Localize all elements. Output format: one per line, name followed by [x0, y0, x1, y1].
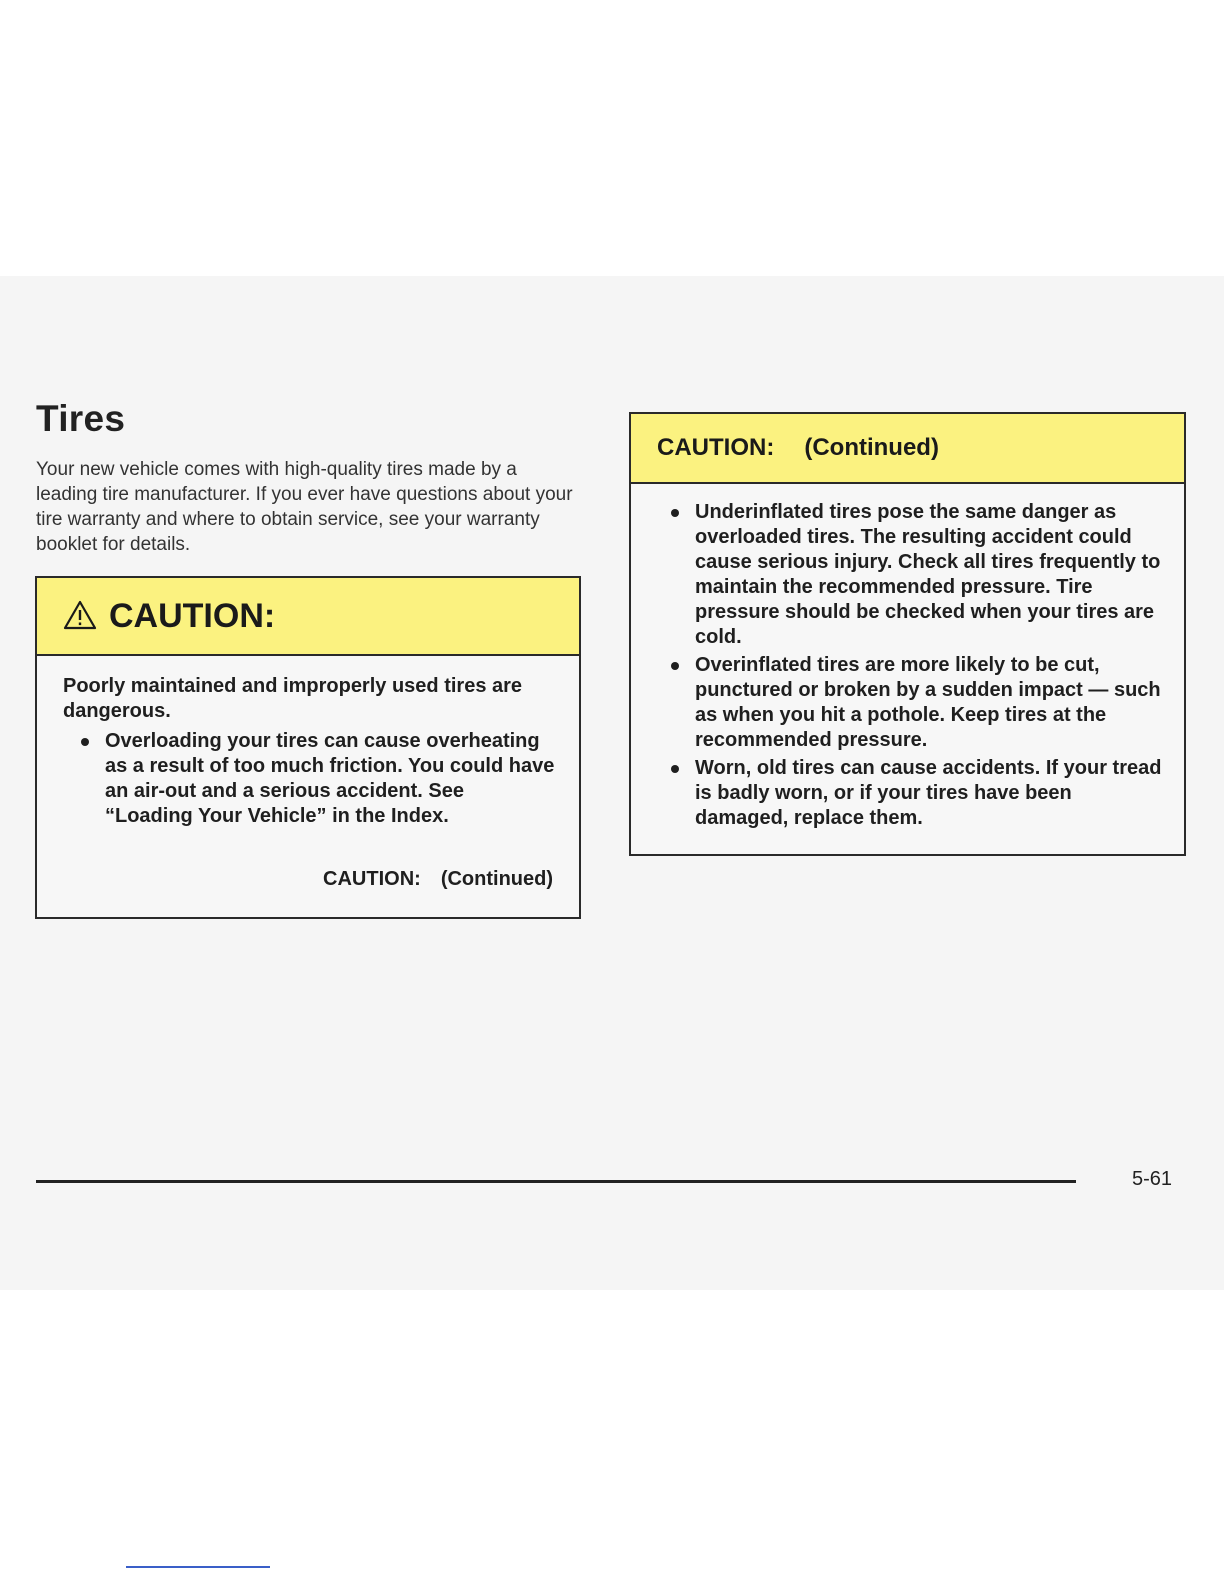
continued-text: (Continued): [440, 868, 553, 890]
caution-bullet-list: [63, 729, 555, 829]
section-title: Tires: [36, 398, 126, 439]
caution-header-continued: [631, 414, 1184, 484]
bullet-icon: [671, 662, 679, 670]
continued-label: CAUTION:: [323, 868, 421, 890]
intro-paragraph: Your new vehicle comes with high-quality tires made by a leading tire manufacturer. If you ever have questions about your tire warranty and where to obtain service, see your warranty booklet for details.: [36, 459, 573, 555]
list-item: [667, 756, 1164, 831]
caution-heading: CAUTION:: [109, 596, 276, 635]
bullet-text: Overloading your tires can cause overheating as a result of too much friction. You could have an air-out and a serious accident. See “Loading Your Vehicle” in the Index.: [105, 730, 555, 827]
bullet-icon: [671, 765, 679, 773]
caution-lead-text: Poorly maintained and improperly used tires are dangerous.: [63, 675, 523, 722]
bullet-icon: [81, 738, 89, 746]
list-item: [667, 653, 1164, 753]
page-number: 5-61: [1132, 1168, 1173, 1190]
footer-rule: [36, 1180, 1076, 1183]
caution-heading: CAUTION:: [657, 434, 775, 461]
caution-bullet-list: [667, 500, 1164, 831]
caution-body: [37, 656, 579, 829]
continued-footer: [323, 868, 553, 891]
list-item: [667, 500, 1164, 650]
warning-triangle-icon: [63, 600, 99, 632]
bullet-text: Worn, old tires can cause accidents. If your tread is badly worn, or if your tires have been damaged, replace them.: [695, 757, 1162, 829]
caution-box-left: [35, 576, 581, 919]
continued-text: (Continued): [804, 434, 939, 461]
bullet-icon: [671, 509, 679, 517]
caution-body: [631, 484, 1184, 831]
caution-header: [37, 578, 579, 656]
list-item: [77, 729, 555, 829]
underline-decoration: [126, 1566, 270, 1568]
caution-box-right: [629, 412, 1186, 856]
bullet-text: Underinflated tires pose the same danger as overloaded tires. The resulting accident could cause serious injury. Check all tires frequently to maintain the recommended pressure. Tire pressure should be checked when your tires are cold.: [695, 501, 1161, 648]
bullet-text: Overinflated tires are more likely to be cut, punctured or broken by a sudden impact — such as when you hit a pothole. Keep tires at the recommended pressure.: [695, 654, 1161, 751]
